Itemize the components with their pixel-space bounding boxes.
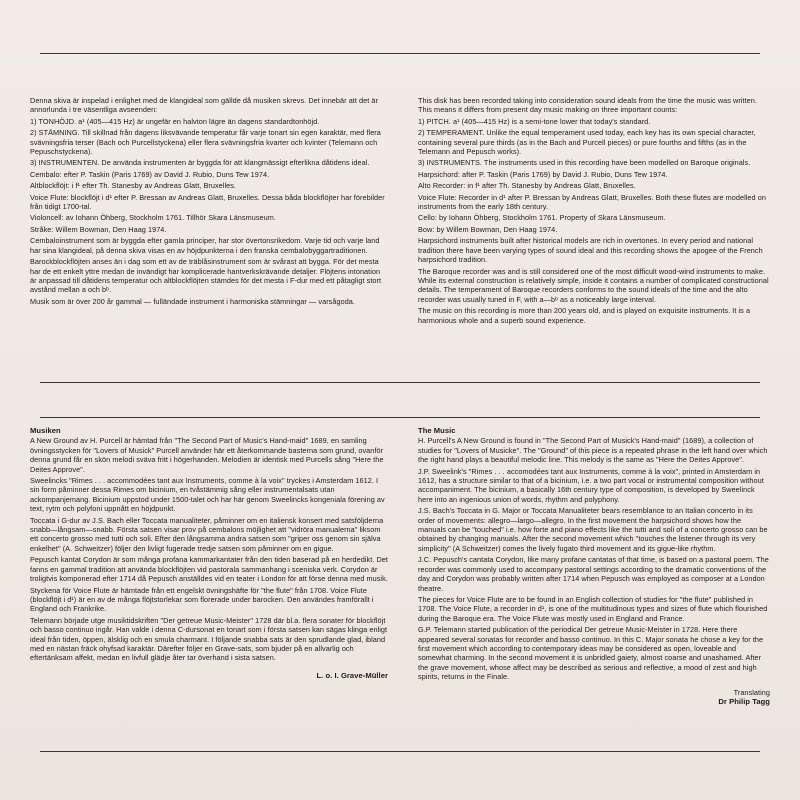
paragraph: Denna skiva är inspelad i enlighet med de klangideal som gällde då musiken skrevs. Det innebär att det är annorlunda i tre väsentliga avseenden:: [30, 96, 378, 115]
paragraph: Toccata i G-dur av J.S. Bach eller Toccata manualiteter, påminner om en italiensk konsert med satsföljderna snabb—långsam—snabb. Första satsen visar prov på cembalons möjlighet att "vidröra manualerna" liksom ett concerto grosso med tutti och soli. Efter den långsamma andra satsen som "griper oss genom sin själva enkelhet" (A. Schweitzer) följer den livligt fugerade tredje satsen som påminner om en gigue.: [30, 515, 384, 553]
paragraph: Pepusch kantat Corydon är som många profana kammarkantater från den tiden baserad på en herdedikt. Det fanns en gammal tradition att använda blockflöjten vid pastorala sammanhang i sceniska verk. Corydon är troligtvis komponerad efter 1714 då Pepusch anställdes vid en teater i London för att förse denna med musik.: [30, 555, 388, 584]
paragraph: Styckena för Voice Flute är hämtade från ett engelskt övningshäfte för "the flute" från 1708. Voice Flute (blockflöjt i d¹) är en av de många flöjtstorlekar som florerade under barocken. Den användes framförallt i England och Frankrike.: [30, 585, 374, 614]
paragraph: Sweelincks "Rimes . . . accommodées tant aux Instruments, comme à la voix" tryckes i Amsterdam 1612. I sin form påminner dessa Rimes om bicinium, en tvåstämmig sång eller instrumentalsats utan ackompanjemang. Bicinium uppstod under 1500-talet och har här genom Sweelincks kongeniala förening av text, rytm och polyfoni uppnått en höjdpunkt.: [30, 476, 385, 514]
paragraph: The Baroque recorder was and is still considered one of the most difficult wood-wind instruments to make. While its external construction is relatively simple, inside it contains a number of complicated constructional details. The temperament of Baroque recorders conforms to the sound ideals of the time and the alto recorder was usually tuned in F, with a—bᵇ as a noticeably large interval.: [418, 266, 769, 304]
paragraph: Telemann började utge musiktidskriften "Der getreue Music-Meister" 1728 där bl.a. flera sonater för blockflöjt och basso continuo ingår. Han valde i denna C-dursonat en tonart som i första satsen kan sägas klinga enligt ideal från tiden, öppen, älsklig och en smula charmant. I följande snabba sats är den sprudlande glad, ibland med en nästan fräck ohyfsad karaktär. Därefter följer en Grave-sats, som bjuder på en allvarlig och eftertänksam affekt, medan en livfull glädje åter tar överhand i sista satsen.: [30, 615, 388, 663]
paragraph: A New Ground av H. Purcell är hämtad från "The Second Part of Music's Hand-maid" 1689, en samling övningsstycken för "Lovers of Musick" Purcell använder här ett återkommande basterna som grund, ovanför denna grund får en skön melodi sväva fritt i högerhanden. Melodien är identisk med Purcells sång "Here the Deites Approve".: [30, 436, 384, 474]
paragraph: Barockblockflöjten anses än i dag som ett av de träblåsinstrument som är svårast att bygga. För det mesta har de ett enkelt yttre medan de invändigt har komplicerade hantverkskrävande detaljer. Flöjtens intonation är anpassad till dåtidens temperatur och altblockflöjten stämdes för det mesta i F-dur med ett påtagligt stort avstånd mellan a och bᵇ.: [30, 257, 382, 295]
translator-name: Dr Philip Tagg: [718, 696, 770, 706]
paragraph: J.S. Bach's Toccata in G. Major or Toccata Manualiteter bears resemblance to an Italian concerto in its order of movements: allegro—largo—allegro. In the first movement the harpsichord shows how the manuals can be "touched" i.e. how forte and piano effects like the tutti and soli of a concerto grosso can be obtained by changing manuals. After the second movement which "touches the listener through its very simplicity" (A Schweitzer) comes the lively fugato third movement and its gigue-like rhythm.: [418, 506, 768, 553]
paragraph: Violoncell: av Iohann Öhberg, Stockholm 1761. Tillhör Skara Länsmuseum.: [30, 213, 276, 223]
paragraph: This disk has been recorded taking into consideration sound ideals from the time the music was written. This means it differs from present day music making on three important counts:: [418, 96, 757, 115]
paragraph: Cello: by Iohann Öhberg, Stockholm 1761. Property of Skara Länsmuseum.: [418, 213, 666, 223]
paragraph: 1) TONHÖJD. a¹ (405—415 Hz) är ungefär en halvton lägre än dagens standardtonhöjd.: [30, 116, 320, 126]
english-intro-column: [418, 96, 770, 327]
paragraph: Harpsichord: after P. Taskin (Paris 1769) by David J. Rubio, Duns Tew 1974.: [418, 169, 668, 179]
paragraph: 2) STÄMNING. Till skillnad från dagens liksvävande temperatur får varje tonart sin egen karaktär, med flera svävningsfria terser (Bach och Purcellstyckena) eller flera svävningsfria kvarter och kvinter (Telemann och Pepuschstyckena).: [30, 128, 381, 157]
paragraph: Cembalo: efter P. Taskin (Paris 1769) av David J. Rubio, Duns Tew 1974.: [30, 169, 270, 179]
author-signature: L. o. I. Grave-Müller: [316, 670, 388, 680]
paragraph: Bow: by Willem Bowman, Den Haag 1974.: [418, 224, 558, 234]
paragraph: H. Purcell's A New Ground is found in "The Second Part of Musick's Hand-maid" (1689), a collection of studies for "Lovers of Musicke". The "Ground" of this piece is a repeated phrase in the left hand over which the right hand plays a beautiful melodic line. This melody is the same as "Here the Deites Approve".: [418, 436, 768, 465]
paragraph: 2) TEMPERAMENT. Unlike the equal temperament used today, each key has its own special character, containing several pure thirds (as in the Bach and Purcell pieces) or pure fourths and fifths (as in the Telemann and Pepusch works).: [418, 128, 756, 157]
paragraph: Musik som är över 200 år gammal — fulländade instrument i harmoniska stämningar — varsågoda.: [30, 296, 355, 306]
paragraph: J.P. Sweelink's "Rimes . . . accomodées tant aux Instruments, comme à la voix", printed in Amsterdam in 1612, has a structure similar to that of a bicinium, i.e. a two part vocal or instrumental composition without accompaniment. The bicinium, a basically 16th century type of composition, is developed by Sweelinck here into an ingenious union of words, rhythm and polyphony.: [418, 466, 764, 504]
bottom-rule: [40, 751, 760, 752]
swedish-music-column: [30, 426, 388, 680]
paragraph: 3) INSTRUMENTEN. De använda instrumenten är byggda för att klangmässigt efterlikna dåtidens ideal.: [30, 158, 370, 168]
swedish-intro-column: [30, 96, 388, 308]
paragraph: Cembaloinstrument som är byggda efter gamla principer, har stor övertonsrikedom. Varje tid och varje land har sina klangideal, på denna skiva visas en av höjdpunkterna i den franska cembalobyggartraditionen.: [30, 236, 380, 255]
paragraph: Voice Flute: blockflöjt i d¹ efter P. Bressan av Andreas Glatt, Bruxelles. Dessa båda blockflöjter har förebilder från tidigt 1700-tal.: [30, 192, 385, 212]
english-music-column: [418, 426, 770, 706]
paragraph: Alto Recorder: in f¹ after Th. Stanesby by Andreas Glatt, Bruxelles.: [418, 181, 636, 191]
paragraph: 1) PITCH. a¹ (405—415 Hz) is a semi-tone lower that today's standard.: [418, 116, 651, 126]
paragraph: The music on this recording is more than 200 years old, and is played on exquisite instruments. It is a harmonious whole and a superb sound experience.: [418, 306, 751, 325]
paragraph: Stråke: Willem Bowman, Den Haag 1974.: [30, 224, 167, 234]
paragraph: J.C. Pepusch's cantata Corydon, like many profane cantatas of that time, is based on a pastoral poem. The recorder was commonly used to accompany pastoral settings according to the dramatic conventions of the day and Corydon was probably written after 1714 when Pepusch was employed as composer at a London theatre.: [418, 555, 769, 593]
middle-rule-upper: [40, 382, 760, 383]
translating-label: Translating: [733, 687, 770, 697]
paragraph: The pieces for Voice Flute are to be found in an English collection of studies for "the flute" published in 1708. The Voice Flute, a recorder in d¹, is one of the multitudinous types and sizes of flute which flourished during the Baroque era. The Voice Flute was mostly used in England and France.: [418, 594, 768, 623]
paragraph: Voice Flute: Recorder in d¹ after P. Bressan by Andreas Glatt, Bruxelles. Both these flutes are modelled on instruments from the early 18th century.: [418, 192, 766, 212]
paragraph: Altblockflöjt: i f¹ efter Th. Stanesby av Andreas Glatt, Bruxelles.: [30, 181, 236, 191]
middle-rule-lower: [40, 417, 760, 418]
section-heading: Musiken: [30, 426, 61, 435]
paragraph: G.P. Telemann started publication of the periodical Der getreue Music-Meister in 1728. Here there appeared several sonatas for recorder and basso continuo. In this C. Major sonata he chose a key for the first movement which according to contemporary ideas may be considered as open, loveable and somewhat charming. In the second movement it is unbridled gaiety, almost coarse and unashamed. After the grave movement, whose affect may be described as serious and reflective, a mood of zest and high spirits, returns in the Finale.: [418, 625, 764, 682]
paragraph: Harpsichord instruments built after historical models are rich in overtones. In every period and national tradition there have been varying types of sound ideal and this recording shows the apogee of the French harpsichord tradition.: [418, 236, 763, 265]
section-heading: The Music: [418, 426, 456, 435]
top-rule: [40, 53, 760, 54]
paragraph: 3) INSTRUMENTS. The instruments used in this recording have been modelled on Baroque originals.: [418, 158, 751, 168]
